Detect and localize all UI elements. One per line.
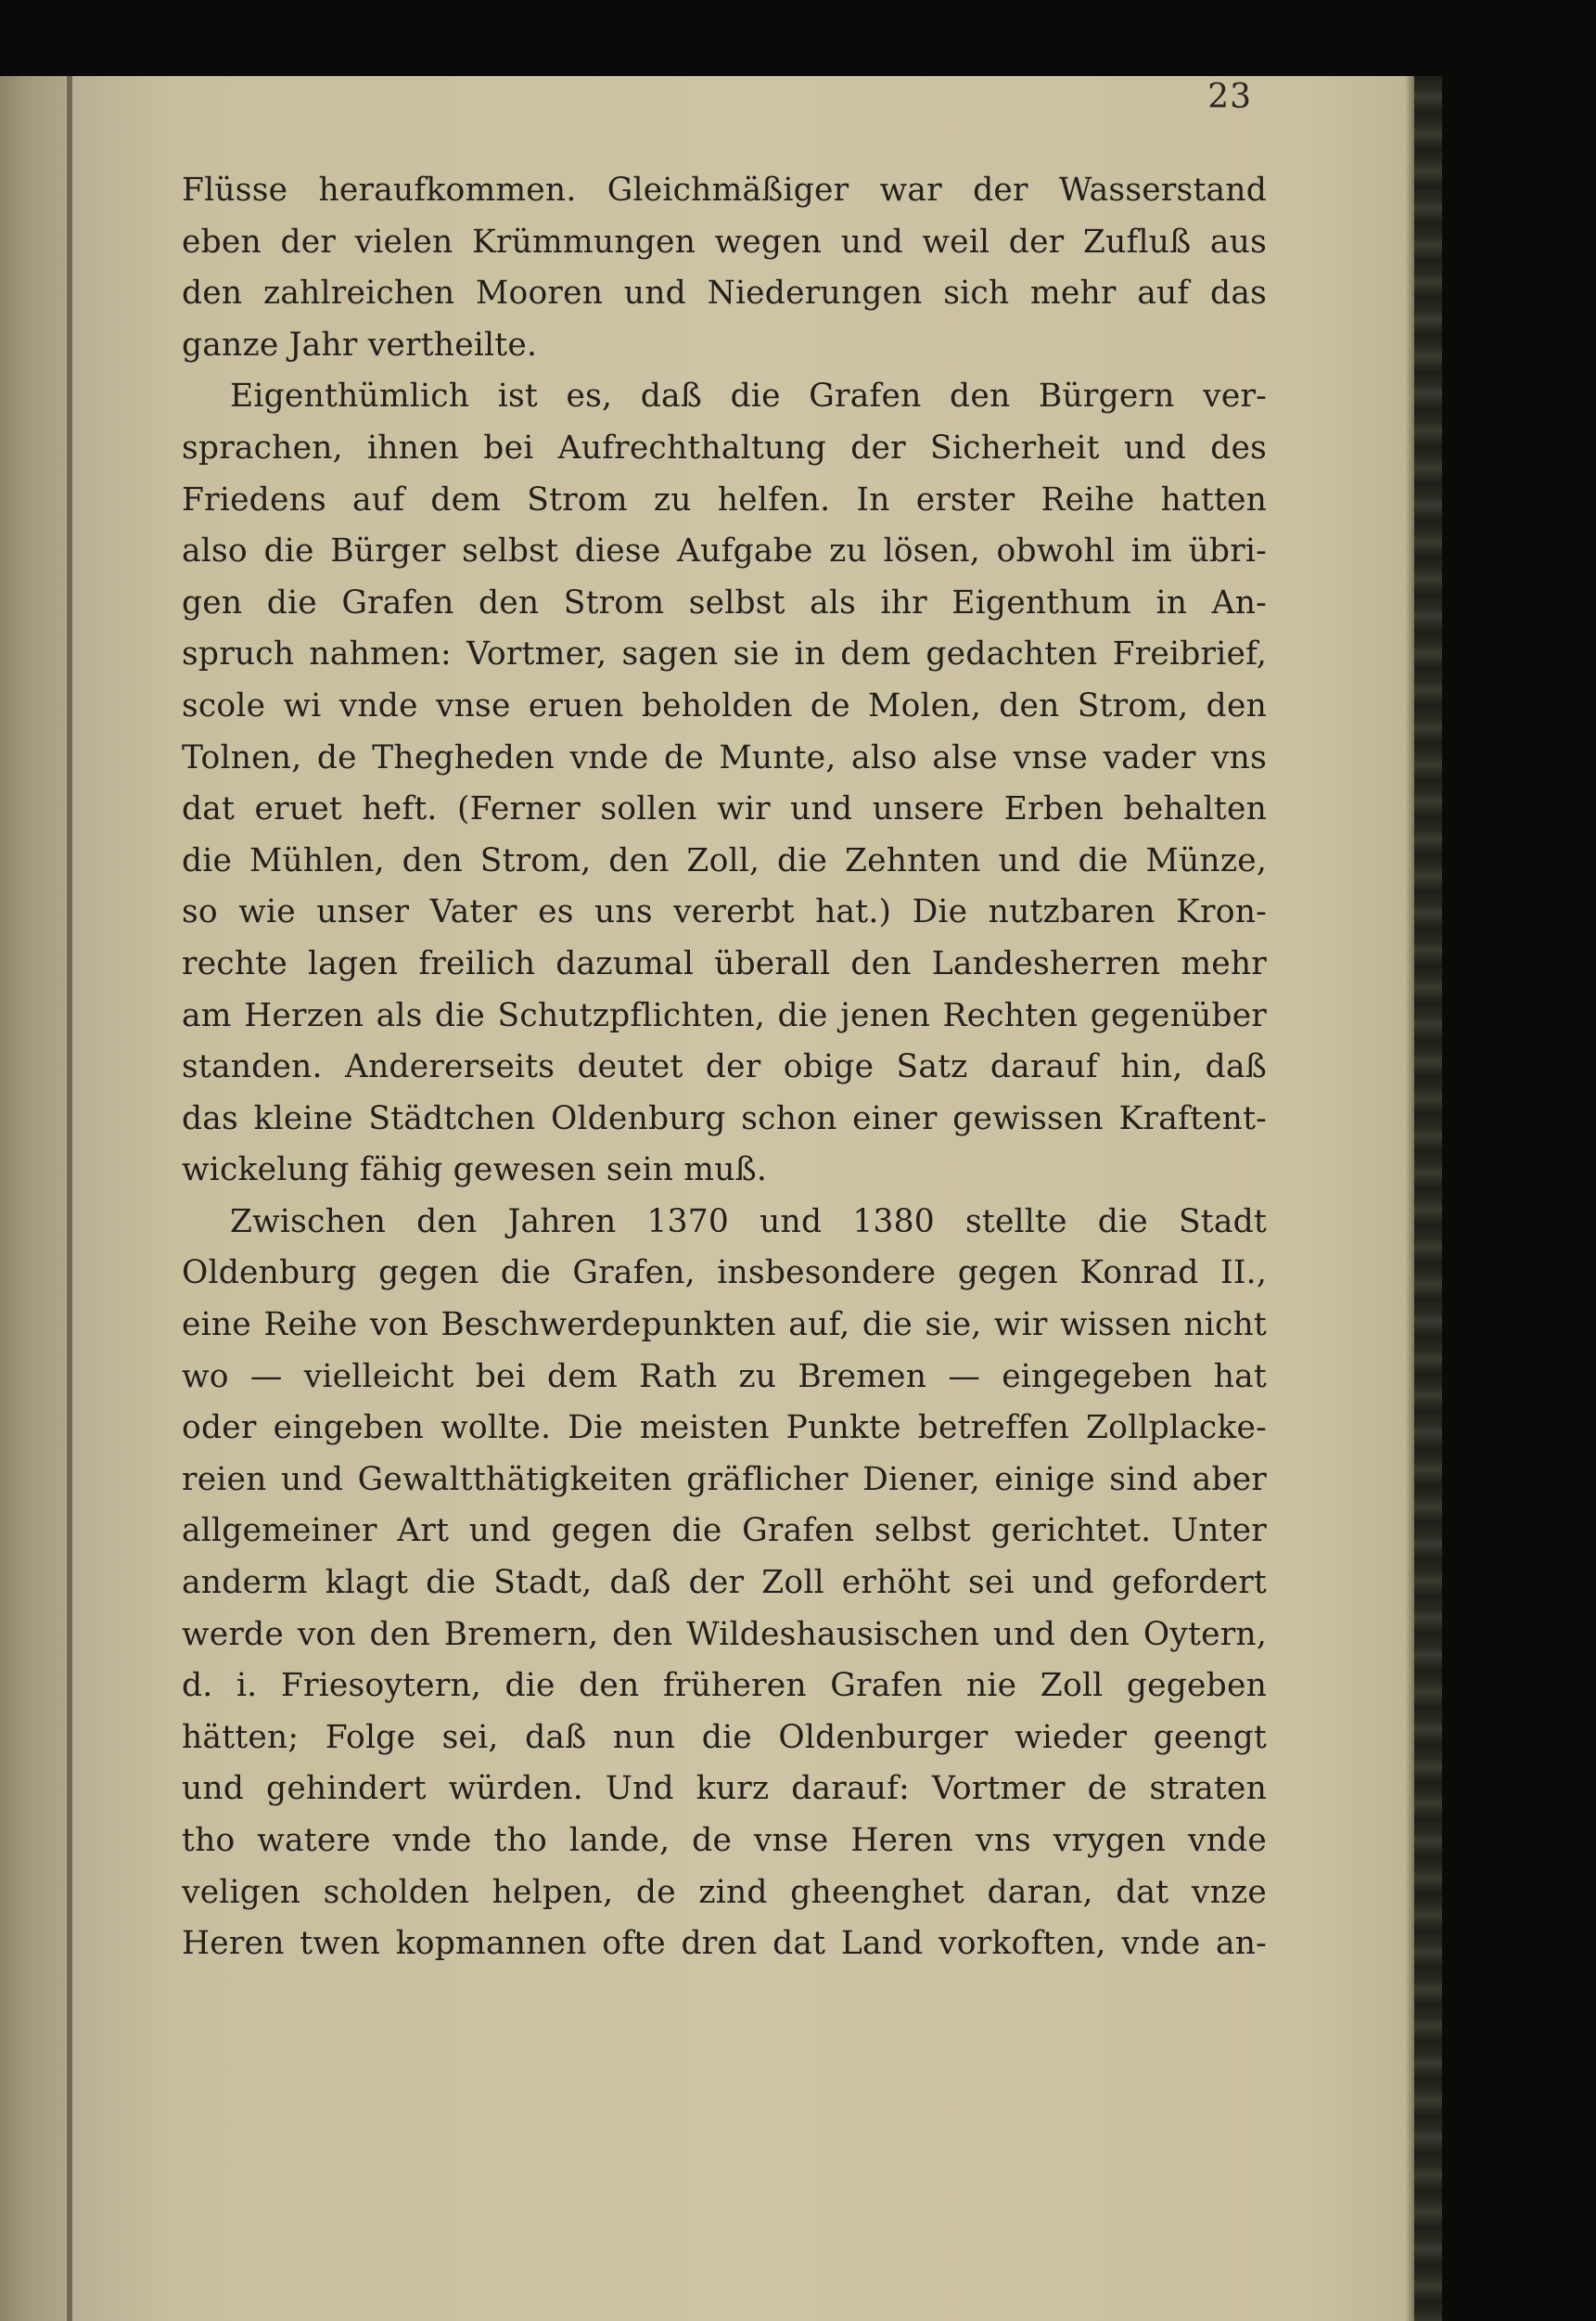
text-line: eben der vielen Krümmungen wegen und weil der Zufluß aus: [182, 223, 1267, 261]
text-line: Zwischen den Jahren 1370 und 1380 stellte die Stadt: [230, 1202, 1267, 1240]
text-line: Friedens auf dem Strom zu helfen. In erster Reihe hatten: [182, 481, 1267, 519]
text-line: den zahlreichen Mooren und Niederungen sich mehr auf das: [182, 275, 1267, 313]
text-line: eine Reihe von Beschwerdepunkten auf, die sie, wir wissen nicht: [182, 1306, 1267, 1344]
text-line: spruch nahmen: Vortmer, sagen sie in dem gedachten Freibrief,: [182, 635, 1267, 673]
text-line: rechte lagen freilich dazumal überall den Landesherren mehr: [182, 944, 1267, 982]
text-line: Flüsse heraufkommen. Gleichmäßiger war der Wasserstand: [182, 172, 1267, 209]
text-line: d. i. Friesoytern, die den früheren Grafen nie Zoll gegeben: [182, 1667, 1267, 1705]
text-line: das kleine Städtchen Oldenburg schon einer gewissen Kraftent-: [182, 1099, 1267, 1137]
text-line: dat eruet heft. (Ferner sollen wir und unsere Erben behalten: [182, 790, 1267, 828]
previous-page-edge: [0, 76, 72, 2321]
text-line: tho watere vnde tho lande, de vnse Heren vns vrygen vnde: [182, 1822, 1267, 1859]
text-line: und gehindert würden. Und kurz darauf: Vortmer de straten: [182, 1770, 1267, 1808]
text-line: sprachen, ihnen bei Aufrechthaltung der Sicherheit und des: [182, 429, 1267, 467]
book-spine-edge: [1414, 76, 1442, 2321]
text-line: hätten; Folge sei, daß nun die Oldenburger wieder geengt: [182, 1718, 1267, 1756]
text-line: am Herzen als die Schutzpflichten, die jenen Rechten gegenüber: [182, 996, 1267, 1034]
text-line: Oldenburg gegen die Grafen, insbesondere gegen Konrad II.,: [182, 1254, 1267, 1292]
text-line: so wie unser Vater es uns vererbt hat.) Die nutzbaren Kron-: [182, 893, 1267, 931]
text-line: Tolnen, de Thegheden vnde de Munte, also alse vnse vader vns: [182, 738, 1267, 776]
text-line: veligen scholden helpen, de zind gheenghet daran, dat vnze: [182, 1873, 1267, 1911]
text-line: allgemeiner Art und gegen die Grafen selbst gerichtet. Unter: [182, 1512, 1267, 1550]
text-line: standen. Andererseits deutet der obige Satz darauf hin, daß: [182, 1048, 1267, 1086]
body-text: [182, 165, 1267, 1970]
text-line: Eigenthümlich ist es, daß die Grafen den Bürgern ver-: [230, 378, 1267, 416]
text-line: ganze Jahr vertheilte.: [182, 326, 538, 364]
page-number: 23: [1207, 78, 1252, 116]
text-line: anderm klagt die Stadt, daß der Zoll erhöht sei und gefordert: [182, 1564, 1267, 1602]
text-line: reien und Gewaltthätigkeiten gräflicher Diener, einige sind aber: [182, 1460, 1267, 1498]
text-line: also die Bürger selbst diese Aufgabe zu lösen, obwohl im übri-: [182, 532, 1267, 571]
text-line: wo — vielleicht bei dem Rath zu Bremen — eingegeben hat: [182, 1357, 1267, 1395]
text-line: die Mühlen, den Strom, den Zoll, die Zehnten und die Münze,: [182, 841, 1267, 879]
text-line: scole wi vnde vnse eruen beholden de Molen, den Strom, den: [182, 686, 1267, 725]
text-line: Heren twen kopmannen ofte dren dat Land vorkoften, vnde an-: [182, 1925, 1267, 1963]
text-line: oder eingeben wollte. Die meisten Punkte betreffen Zollplacke-: [182, 1409, 1267, 1447]
text-line: wickelung fähig gewesen sein muß.: [182, 1151, 768, 1189]
text-line: gen die Grafen den Strom selbst als ihr Eigenthum in An-: [182, 583, 1267, 622]
text-line: werde von den Bremern, den Wildeshausischen und den Oytern,: [182, 1615, 1267, 1653]
